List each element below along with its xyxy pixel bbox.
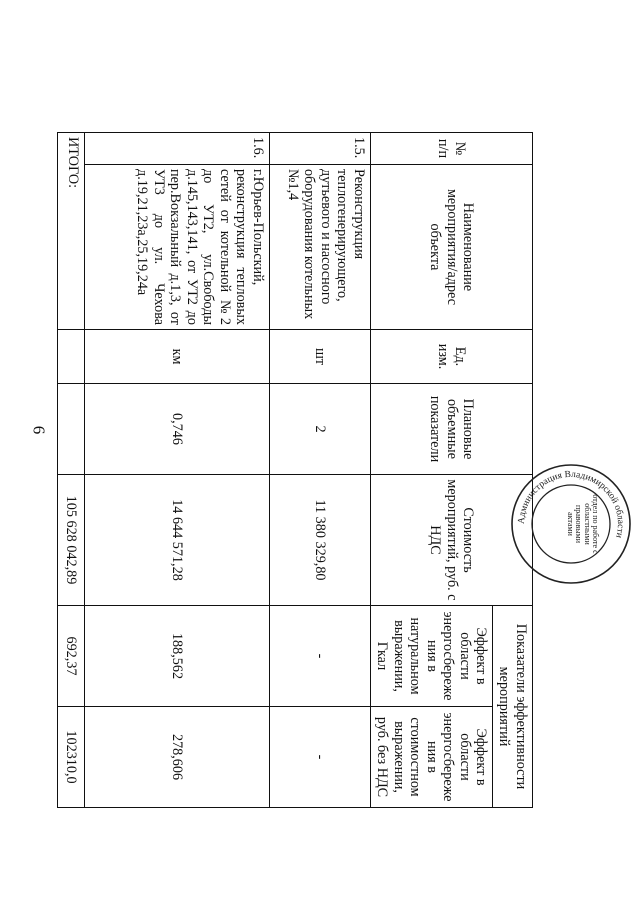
row-1-planned: 2 [269,384,370,475]
total-label: ИТОГО: [57,133,84,330]
total-effect-cost: 102310,0 [57,707,84,808]
stamp-outer-text: Администрация Владимирской области [516,469,626,539]
header-num: № п/п [370,133,532,165]
row-1-effect-cost: - [269,707,370,808]
header-cost: Стоимость мероприятий, руб. с НДС [370,475,532,606]
total-planned-empty [57,384,84,475]
row-1-name: Реконструкция теплогенерирующего, дутьевого и насосного оборудования котельных №1,4 [269,165,370,330]
total-row [57,133,84,808]
row-2-name: г.Юрьев-Польский, реконструкция тепловых сетей от котельной №2 до УТ2, ул.Свободы д.145,143,141, от УТ2 до пер.Вокзальный д.1,3, от УТ3 до ул. Чехова д.19,21,23а,25,19,24а [84,165,269,330]
row-2-num: 1.6. [84,133,269,165]
header-effect-cost: Эффект в области энергосбереже ния в стоимостном выражении, руб. без НДС [370,707,492,808]
row-2-effect-natural: 188,562 [84,606,269,707]
measures-table [57,132,533,808]
row-1-effect-natural: - [269,606,370,707]
page-number: 6 [29,425,49,435]
row-2-unit: км [84,330,269,384]
header-name: Наименование мероприятия/адрес объекта [370,165,532,330]
header-efficiency: Показатели эффективности мероприятий [493,606,533,808]
row-1-unit: шт [269,330,370,384]
total-cost: 105 628 042,89 [57,475,84,606]
header-planned: Плановые объемные показатели [370,384,532,475]
table-row [269,133,370,808]
row-1-cost: 11 380 329,80 [269,475,370,606]
table-wrapper [62,132,533,807]
total-unit-empty [57,330,84,384]
row-2-planned: 0,746 [84,384,269,475]
stamp-inner-text: отдел по работе с областными правовыми актами [565,494,600,554]
row-2-cost: 14 644 571,28 [84,475,269,606]
row-1-num: 1.5. [269,133,370,165]
total-effect-natural: 692,37 [57,606,84,707]
table-row [84,133,269,808]
header-unit: Ед. изм. [370,330,532,384]
official-stamp [508,461,634,587]
row-2-effect-cost: 278,606 [84,707,269,808]
header-effect-natural: Эффект в области энергосбереже ния в натуральном выражении, Гкал [370,606,492,707]
rotated-table-container [62,132,533,807]
